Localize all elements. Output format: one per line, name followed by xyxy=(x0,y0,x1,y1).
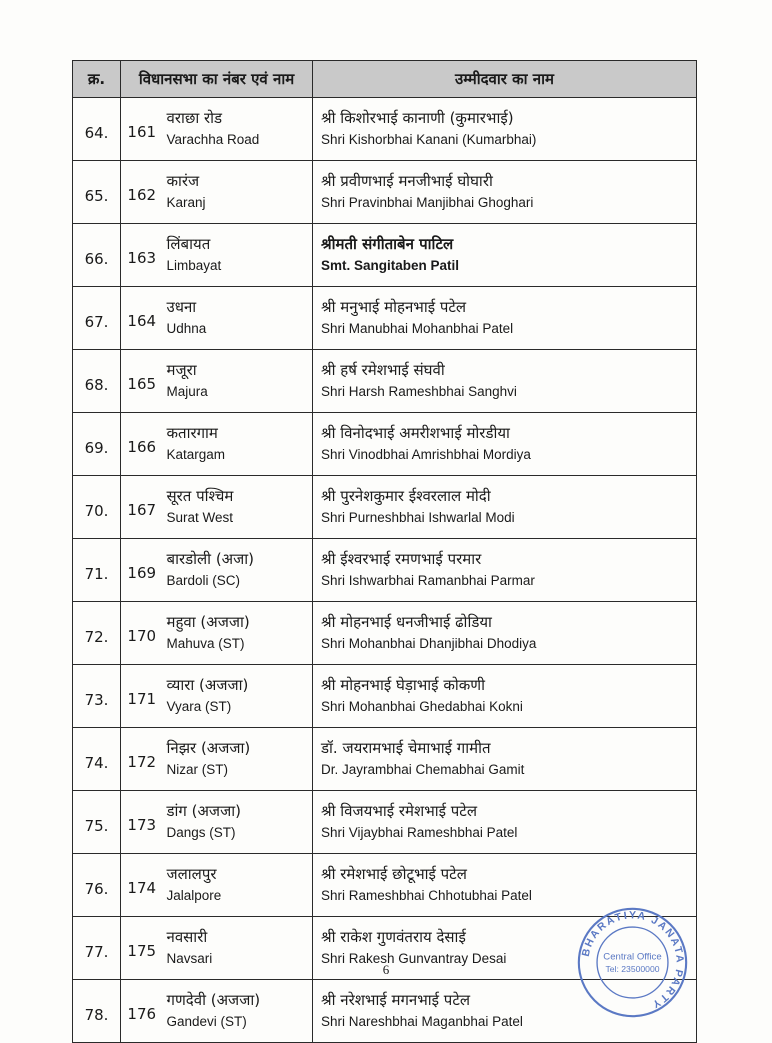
constituency-name-hindi: व्यारा (अजजा) xyxy=(166,676,249,694)
candidate-name xyxy=(313,413,697,476)
candidate-name-english: Shri Harsh Rameshbhai Sanghvi xyxy=(321,384,517,399)
candidate-name-hindi: श्री पुरनेशकुमार ईश्वरलाल मोदी xyxy=(321,487,491,505)
constituency-name-english: Mahuva (ST) xyxy=(166,636,245,651)
candidate-name-hindi: श्री नरेशभाई मगनभाई पटेल xyxy=(321,991,471,1009)
candidate-name xyxy=(313,791,697,854)
candidate-name-hindi: श्री किशोरभाई कानाणी (कुमारभाई) xyxy=(321,109,514,127)
constituency-number: 165 xyxy=(121,350,163,413)
candidate-name xyxy=(313,476,697,539)
party-seal-stamp xyxy=(575,905,690,1020)
table-row xyxy=(73,665,697,728)
constituency-name-hindi: महुवा (अजजा) xyxy=(166,613,250,631)
constituency-name xyxy=(163,287,313,350)
constituency-number: 175 xyxy=(121,917,163,980)
serial-number: 76. xyxy=(73,854,121,917)
constituency-number: 169 xyxy=(121,539,163,602)
constituency-number: 171 xyxy=(121,665,163,728)
serial-number: 69. xyxy=(73,413,121,476)
constituency-name-english: Katargam xyxy=(166,447,226,462)
candidate-name-english: Shri Manubhai Mohanbhai Patel xyxy=(321,321,514,336)
constituency-name xyxy=(163,350,313,413)
candidate-table xyxy=(72,60,697,1043)
serial-number: 73. xyxy=(73,665,121,728)
constituency-number: 163 xyxy=(121,224,163,287)
constituency-name-hindi: लिंबायत xyxy=(166,235,211,253)
serial-number: 67. xyxy=(73,287,121,350)
candidate-name xyxy=(313,665,697,728)
serial-number: 64. xyxy=(73,98,121,161)
candidate-name xyxy=(313,224,697,287)
constituency-name xyxy=(163,413,313,476)
constituency-name-hindi: मजूरा xyxy=(166,361,197,379)
constituency-name-hindi: कारंज xyxy=(166,172,200,190)
table-row xyxy=(73,728,697,791)
constituency-number: 166 xyxy=(121,413,163,476)
constituency-name xyxy=(163,539,313,602)
serial-number: 70. xyxy=(73,476,121,539)
table-row xyxy=(73,287,697,350)
constituency-name xyxy=(163,791,313,854)
serial-number: 72. xyxy=(73,602,121,665)
table-row xyxy=(73,791,697,854)
constituency-number: 167 xyxy=(121,476,163,539)
serial-number: 75. xyxy=(73,791,121,854)
candidate-name xyxy=(313,98,697,161)
constituency-name-hindi: गणदेवी (अजजा) xyxy=(166,991,261,1009)
constituency-name-english: Nizar (ST) xyxy=(166,762,228,777)
header-row xyxy=(73,61,697,98)
candidate-name-english: Shri Ishwarbhai Ramanbhai Parmar xyxy=(321,573,535,588)
candidate-name-english: Smt. Sangitaben Patil xyxy=(321,258,460,273)
candidate-name-english: Shri Rameshbhai Chhotubhai Patel xyxy=(321,888,532,903)
table-row xyxy=(73,476,697,539)
table-row xyxy=(73,224,697,287)
serial-number: 68. xyxy=(73,350,121,413)
constituency-name xyxy=(163,98,313,161)
constituency-name xyxy=(163,728,313,791)
candidate-name-english: Shri Nareshbhai Maganbhai Patel xyxy=(321,1014,523,1029)
candidate-name xyxy=(313,287,697,350)
constituency-number: 162 xyxy=(121,161,163,224)
serial-number: 74. xyxy=(73,728,121,791)
candidate-name-hindi: श्रीमती संगीताबेन पाटिल xyxy=(321,235,454,253)
constituency-name-english: Gandevi (ST) xyxy=(166,1014,247,1029)
constituency-name-english: Udhna xyxy=(166,321,207,336)
candidate-name-hindi: श्री प्रवीणभाई मनजीभाई घोघारी xyxy=(321,172,493,190)
constituency-name-english: Bardoli (SC) xyxy=(166,573,241,588)
table-body xyxy=(73,98,697,1043)
constituency-number: 173 xyxy=(121,791,163,854)
table-header xyxy=(73,61,697,98)
constituency-name-hindi: डांग (अजजा) xyxy=(166,802,241,820)
candidate-name xyxy=(313,161,697,224)
candidate-name-english: Shri Mohanbhai Ghedabhai Kokni xyxy=(321,699,523,714)
constituency-name-hindi: सूरत पश्चिम xyxy=(166,487,234,505)
candidate-name-hindi: डॉ. जयरामभाई चेमाभाई गामीत xyxy=(321,739,491,757)
table-row xyxy=(73,350,697,413)
constituency-number: 170 xyxy=(121,602,163,665)
candidate-name-hindi: श्री राकेश गुणवंतराय देसाई xyxy=(321,928,466,946)
candidate-name-hindi: श्री ईश्वरभाई रमणभाई परमार xyxy=(321,550,482,568)
candidate-name xyxy=(313,350,697,413)
constituency-name-english: Limbayat xyxy=(166,258,222,273)
serial-number: 71. xyxy=(73,539,121,602)
candidate-name-hindi: श्री मोहनभाई धनजीभाई ढोडिया xyxy=(321,613,492,631)
serial-number: 65. xyxy=(73,161,121,224)
constituency-name-hindi: निझर (अजजा) xyxy=(166,739,251,757)
candidate-name-hindi: श्री मोहनभाई घेड़ाभाई कोकणी xyxy=(321,676,485,694)
constituency-name-english: Navsari xyxy=(166,951,213,966)
constituency-name xyxy=(163,161,313,224)
constituency-name-english: Surat West xyxy=(166,510,234,525)
candidate-name xyxy=(313,728,697,791)
candidate-name-english: Shri Vinodbhai Amrishbhai Mordiya xyxy=(321,447,531,462)
constituency-name-hindi: कतारगाम xyxy=(166,424,218,442)
constituency-name xyxy=(163,224,313,287)
candidate-name-hindi: श्री विनोदभाई अमरीशभाई मोरडीया xyxy=(321,424,510,442)
candidate-name xyxy=(313,539,697,602)
candidate-name-hindi: श्री रमेशभाई छोटूभाई पटेल xyxy=(321,865,467,883)
svg-text:Tel: 23500000: Tel: 23500000 xyxy=(605,964,660,975)
candidate-name-english: Dr. Jayrambhai Chemabhai Gamit xyxy=(321,762,525,777)
constituency-name-english: Varachha Road xyxy=(166,132,260,147)
constituency-number: 161 xyxy=(121,98,163,161)
svg-text:Central Office: Central Office xyxy=(603,951,662,963)
constituency-name-english: Karanj xyxy=(166,195,206,210)
constituency-name-english: Dangs (ST) xyxy=(166,825,236,840)
page-number: 6 xyxy=(382,962,390,977)
constituency-number: 164 xyxy=(121,287,163,350)
serial-number: 66. xyxy=(73,224,121,287)
constituency-name-hindi: जलालपुर xyxy=(166,865,217,883)
constituency-name xyxy=(163,854,313,917)
constituency-name xyxy=(163,980,313,1043)
table-row xyxy=(73,413,697,476)
svg-text:BHARATIYA JANATA PARTY: BHARATIYA JANATA PARTY xyxy=(579,909,686,1011)
candidate-name-english: Shri Vijaybhai Rameshbhai Patel xyxy=(321,825,518,840)
constituency-number: 176 xyxy=(121,980,163,1043)
candidate-name-english: Shri Kishorbhai Kanani (Kumarbhai) xyxy=(321,132,537,147)
constituency-name-english: Majura xyxy=(166,384,208,399)
constituency-name-hindi: नवसारी xyxy=(166,928,208,946)
candidate-name-english: Shri Rakesh Gunvantray Desai xyxy=(321,951,507,966)
candidate-name-hindi: श्री हर्ष रमेशभाई संघवी xyxy=(321,361,445,379)
constituency-number: 174 xyxy=(121,854,163,917)
header-serial-number: क्र. xyxy=(73,61,121,98)
serial-number: 77. xyxy=(73,917,121,980)
constituency-name xyxy=(163,665,313,728)
candidate-name-hindi: श्री विजयभाई रमेशभाई पटेल xyxy=(321,802,478,820)
constituency-name xyxy=(163,476,313,539)
table-row xyxy=(73,161,697,224)
candidate-name-english: Shri Purneshbhai Ishwarlal Modi xyxy=(321,510,515,525)
table-row xyxy=(73,602,697,665)
candidate-name-english: Shri Mohanbhai Dhanjibhai Dhodiya xyxy=(321,636,537,651)
candidate-name-english: Shri Pravinbhai Manjibhai Ghoghari xyxy=(321,195,534,210)
candidate-name-hindi: श्री मनुभाई मोहनभाई पटेल xyxy=(321,298,467,316)
header-candidate-name: उम्मीदवार का नाम xyxy=(313,61,697,98)
header-constituency: विधानसभा का नंबर एवं नाम xyxy=(121,61,313,98)
table-row xyxy=(73,98,697,161)
candidate-name xyxy=(313,602,697,665)
constituency-name-english: Jalalpore xyxy=(166,888,222,903)
constituency-number: 172 xyxy=(121,728,163,791)
constituency-name-hindi: उधना xyxy=(166,298,197,316)
constituency-name xyxy=(163,602,313,665)
serial-number: 78. xyxy=(73,980,121,1043)
constituency-name-hindi: बारडोली (अजा) xyxy=(166,550,254,568)
table-row xyxy=(73,539,697,602)
constituency-name-hindi: वराछा रोड xyxy=(166,109,223,127)
constituency-name-english: Vyara (ST) xyxy=(166,699,232,714)
